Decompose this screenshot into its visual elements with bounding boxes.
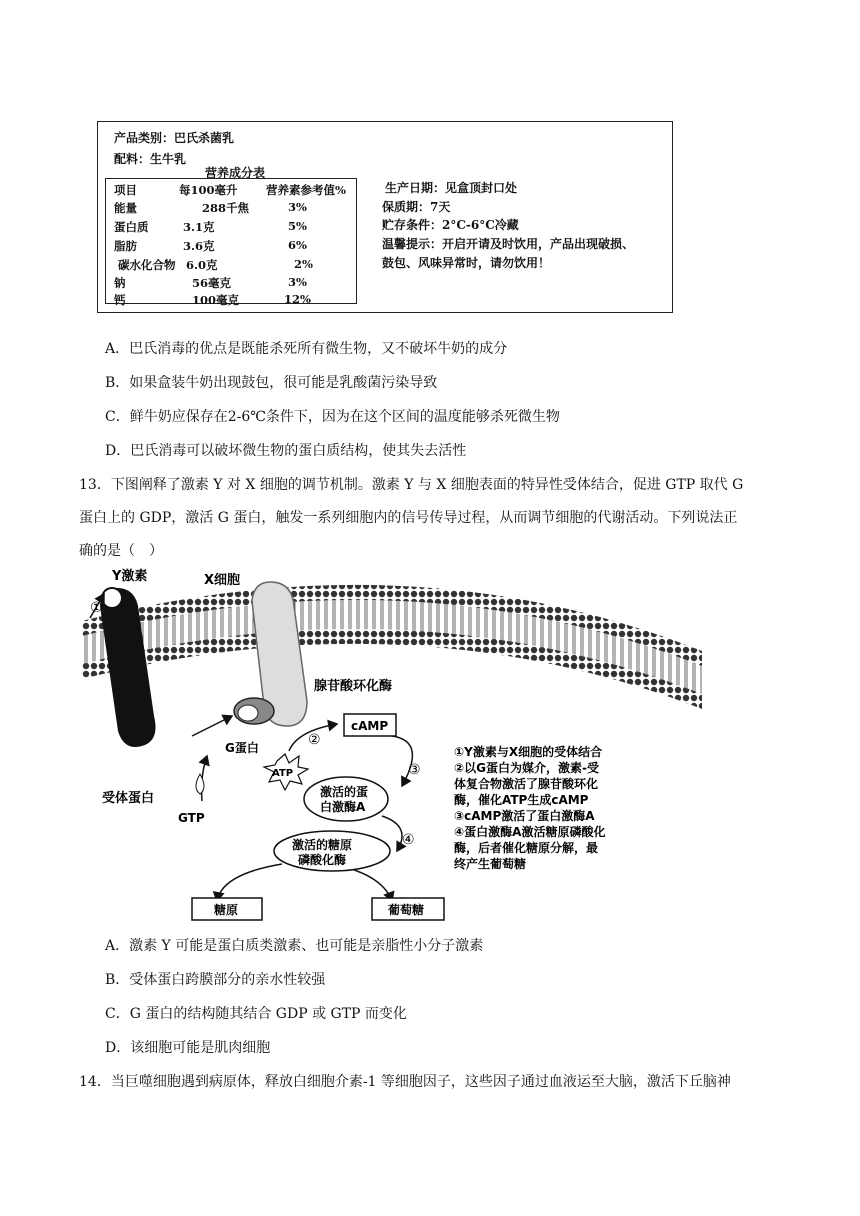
diagram-legend: [454, 744, 605, 871]
shelf-life: 保质期：7天: [382, 200, 451, 214]
table-cell: 碳水化合物: [118, 258, 176, 272]
q12-option-d: D．巴氏消毒可以破坏微生物的蛋白质结构，使其失去活性: [105, 443, 467, 459]
table-header: 项目: [114, 183, 137, 197]
table-cell: 2%: [294, 257, 313, 271]
product-category: 产品类别：巴氏杀菌乳: [114, 131, 235, 145]
q13-option-c: C．G 蛋白的结构随其结合 GDP 或 GTP 而变化: [105, 1006, 407, 1022]
marker-1: ①: [90, 600, 103, 616]
glycogen-label: 糖原: [214, 903, 239, 917]
q13-stem-line-1: 13．下图阐释了激素 Y 对 X 细胞的调节机制。激素 Y 与 X 细胞表面的特异性受体结合，促进 GTP 取代 G: [79, 477, 744, 493]
legend-line: ②以G蛋白为媒介，激素-受: [454, 761, 599, 775]
legend-line: 体复合物激活了腺苷酸环化: [454, 777, 599, 791]
hormone-y-label: Y激素: [112, 569, 148, 584]
q12-option-b: B．如果盒装牛奶出现鼓包，很可能是乳酸菌污染导致: [105, 375, 438, 391]
q13-stem-line-3: 确的是（ ）: [79, 543, 163, 559]
adenylate-cyclase-label: 腺苷酸环化酶: [314, 679, 393, 694]
table-cell: 5%: [288, 219, 307, 233]
q13-option-d: D．该细胞可能是肌肉细胞: [105, 1040, 271, 1056]
cell-x-label: X细胞: [204, 573, 241, 588]
table-cell: 3%: [288, 200, 307, 214]
table-cell: 6.0克: [186, 258, 218, 272]
pka-label-2: 白激酶A: [320, 800, 366, 814]
table-cell: 3.6克: [183, 239, 215, 253]
marker-2: ②: [308, 732, 321, 748]
table-cell: 100毫克: [192, 293, 240, 307]
atp-label: ATP: [272, 768, 294, 779]
ingredients: 配料：生牛乳: [114, 152, 187, 166]
legend-line: 酶，催化ATP生成cAMP: [454, 793, 589, 807]
storage-conditions: 贮存条件：2°C-6°C冷藏: [382, 218, 519, 232]
q14-stem-line-1: 14．当巨噬细胞遇到病原体，释放白细胞介素-1 等细胞因子，这些因子通过血液运至大脑，激活下丘脑神: [79, 1074, 731, 1090]
tip-line-1: 温馨提示：开启开请及时饮用，产品出现破损、: [382, 237, 635, 251]
nutrition-table-title: 营养成分表: [205, 166, 266, 180]
table-cell: 钠: [114, 276, 126, 290]
table-header: 每100毫升: [179, 183, 238, 197]
marker-4: ④: [402, 832, 415, 848]
glucose-label: 葡萄糖: [388, 903, 425, 917]
table-cell: 12%: [284, 292, 311, 306]
pka-oval: [304, 777, 388, 821]
milk-label-box: [97, 121, 673, 313]
phosphorylase-label-1: 激活的糖原: [292, 838, 353, 852]
q13-option-b: B．受体蛋白跨膜部分的亲水性较强: [105, 972, 326, 988]
marker-3: ③: [408, 762, 421, 778]
phosphorylase-label-2: 磷酸化酶: [298, 853, 347, 867]
table-cell: 能量: [114, 201, 137, 215]
tip-line-2: 鼓包、风味异常时，请勿饮用！: [382, 256, 551, 270]
table-cell: 钙: [114, 293, 126, 307]
pka-label-1: 激活的蛋: [320, 785, 369, 799]
legend-line: ③cAMP激活了蛋白激酶A: [454, 809, 595, 823]
q12-option-a: A．巴氏消毒的优点是既能杀死所有微生物，又不破坏牛奶的成分: [105, 341, 508, 357]
receptor-label: 受体蛋白: [102, 791, 155, 806]
table-cell: 3.1克: [183, 220, 215, 234]
table-cell: 3%: [288, 275, 307, 289]
production-date: 生产日期：见盒顶封口处: [385, 181, 518, 195]
q12-option-c: C．鲜牛奶应保存在2-6℃条件下，因为在这个区间的温度能够杀死微生物: [105, 409, 560, 425]
gtp-label: GTP: [178, 811, 205, 825]
legend-line: 终产生葡萄糖: [454, 857, 527, 871]
legend-line: ④蛋白激酶A激活糖原磷酸化: [454, 825, 606, 839]
table-cell: 288千焦: [202, 201, 250, 215]
table-cell: 56毫克: [192, 276, 232, 290]
table-header: 营养素参考值%: [266, 183, 346, 197]
hormone-signaling-diagram: [82, 566, 782, 926]
g-protein-label: G蛋白: [225, 741, 259, 755]
legend-line: 酶，后者催化糖原分解，最: [454, 841, 599, 855]
table-cell: 脂肪: [114, 239, 137, 253]
camp-label: cAMP: [351, 719, 389, 733]
q13-stem-line-2: 蛋白上的 GDP，激活 G 蛋白，触发一系列细胞内的信号传导过程，从而调节细胞的代谢活动。下列说法正: [79, 510, 738, 526]
hormone-y-molecule: [102, 588, 122, 608]
table-cell: 蛋白质: [114, 220, 149, 234]
nutrition-table: [105, 178, 357, 307]
q13-option-a: A．激素 Y 可能是蛋白质类激素、也可能是亲脂性小分子激素: [105, 938, 484, 954]
legend-line: ①Y激素与X细胞的受体结合: [454, 745, 603, 759]
table-cell: 6%: [288, 238, 307, 252]
